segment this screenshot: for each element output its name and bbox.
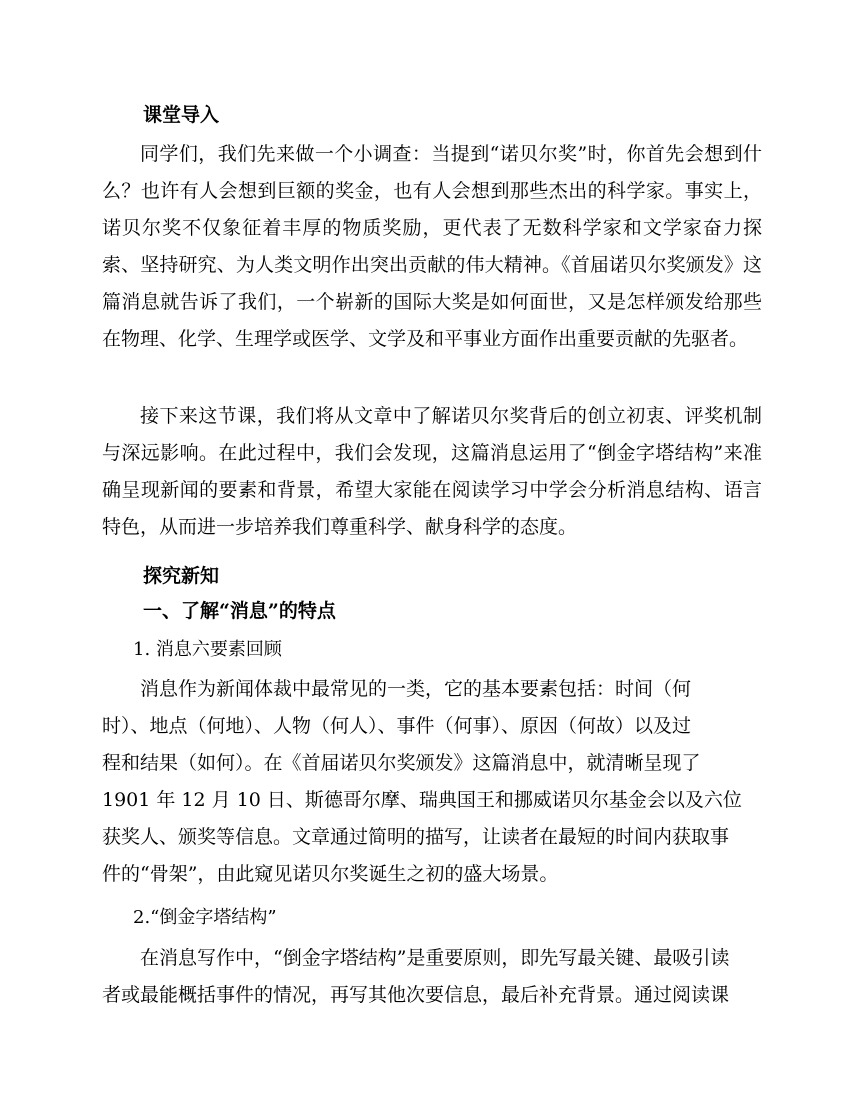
item-1-line-1: 消息作为新闻体裁中最常见的一类，它的基本要素包括：时间（何 [140, 678, 692, 700]
item-1-paragraph [102, 671, 762, 893]
intro-paragraph-1-container [102, 136, 762, 358]
item-1-line-2: 时）、地点（何地）、人物（何人）、事件（何事）、原因（何故）以及过 [102, 715, 692, 737]
item-1-line-5: 获奖人、颁奖等信息。文章通过简明的描写，让读者在最短的时间内获取事 [102, 826, 730, 848]
intro-paragraph-2: 接下来这节课，我们将从文章中了解诺贝尔奖背后的创立初衷、评奖机制与深远影响。在此过程中，我们会发现，这篇消息运用了“倒金字塔结构”来准确呈现新闻的要素和背景，希望大家能在阅读学习中学会分析消息结构、语言特色，从而进一步培养我们尊重科学、献身科学的态度。 [102, 405, 762, 538]
section-title-explore: 探究新知 [143, 565, 220, 587]
item-2-line-1: 在消息写作中，“倒金字塔结构”是重要原则，即先写最关键、最吸引读 [140, 947, 730, 969]
item-1-line-3: 程和结果（如何）。在《首届诺贝尔奖颁发》这篇消息中，就清晰呈现了 [102, 752, 701, 774]
item-2-line-2: 者或最能概括事件的情况，再写其他次要信息，最后补充背景。通过阅读课 [102, 984, 730, 1006]
item-2-paragraph [102, 940, 762, 1014]
section-title-intro: 课堂导入 [143, 104, 220, 126]
intro-paragraph-1: 同学们，我们先来做一个小调查：当提到“诺贝尔奖”时，你首先会想到什么？也许有人会想到巨额的奖金，也有人会想到那些杰出的科学家。事实上，诺贝尔奖不仅象征着丰厚的物质奖励，更代表了无数科学家和文学家奋力探索、坚持研究、为人类文明作出突出贡献的伟大精神。《首届诺贝尔奖颁发》这篇消息就告诉了我们，一个崭新的国际大奖是如何面世，又是怎样颁发给那些在物理、化学、生理学或医学、文学及和平事业方面作出重要贡献的先驱者。 [102, 143, 762, 350]
intro-paragraph-2-container [102, 398, 762, 546]
item-1-line-4: 1901 年 12 月 10 日、斯德哥尔摩、瑞典国王和挪威诺贝尔基金会以及六位 [102, 789, 742, 811]
item-1-label: 1. 消息六要素回顾 [133, 639, 282, 660]
section-subtitle-message-features: 一、了解“消息”的特点 [143, 600, 336, 622]
item-1-line-6: 件的“骨架”，由此窥见诺贝尔奖诞生之初的盛大场景。 [102, 863, 559, 885]
item-2-label: 2.“倒金字塔结构” [133, 907, 277, 928]
